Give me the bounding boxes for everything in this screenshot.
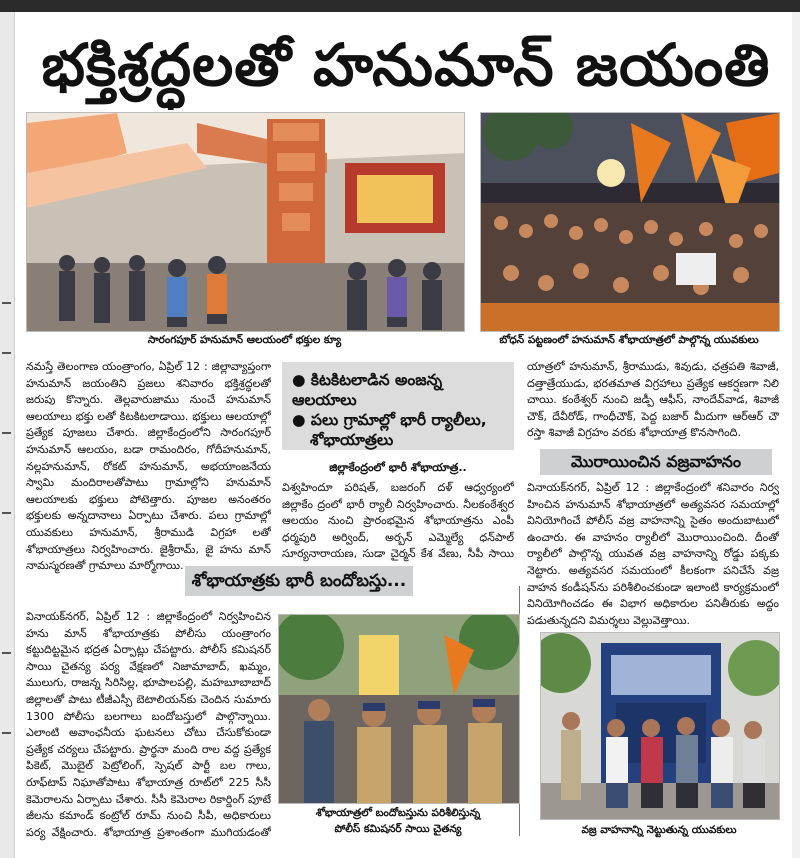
photo-temple-queue [26,112,465,332]
photo-commissioner-caption-line2: పోలీస్ కమిషనర్ సాయి చైతన్య [334,823,462,835]
section-heading-vehicle: మొరాయించిన వజ్రవాహనం [540,449,772,475]
photo-vajra-caption: వజ్ర వాహనాన్ని నెట్టుతున్న యువకులు [581,824,737,836]
procession-image [481,113,779,331]
article-column-3-vehicle: వినాయక్‌నగర్, ఏప్రిల్ 12 : జిల్లాకేంద్రంలో శనివారం నిర్వ హించిన హనుమాన్ శోభాయాత్రలో అత్యవసర సమయాల్లో వినియోగించే పోలీస్ వజ్ర వాహనాన్ని సైతం అందుబాటులో ఉంచారు. ఈ వాహనం ర్యాలీలో మొరాయించింది. దీంతో ర్యాలీలో పాల్గొన్న యువత వజ్ర వాహనాన్ని రోడ్డు పక్కకు నెట్టారు. అత్యవసర సమయంలో కీలకంగా పనిచేసే వజ్ర వాహన కండీషన్‌ను పరిశీలించకుండా ఇలాంటి కార్యక్రమంలో వినియోగించడం ఈ విభాగ అధికారుల పనితీరుకు అద్దం పడుతున్నదని విమర్శలు వెల్లువెత్తాయి. [527,481,779,627]
article-column-2: విశ్వహిందూ పరిషత్, బజరంగ్ దళ్ ఆధ్వర్యంలో జిల్లాకేం ద్రంలో భారీ ర్యాలీ నిర్వహించారు. నీలకంఠేశ్వర ఆలయం నుంచి ప్రారంభమైన శోభాయాత్రను ఎంపీ ధర్మపురి అర్వింద్, అర్బన్ ఎమ్మెల్యే ధన్‌పాల్ సూర్యనారాయణ, సుడా చైర్మన్ కేశ వేణు, సీపీ సాయి [282,481,514,561]
temple-queue-image [27,113,464,331]
article-column-1: నమస్తే తెలంగాణ యంత్రాంగం, ఏప్రిల్ 12 : జిల్లావ్యాప్తంగా హనుమాన్ జయంతిని ప్రజలు శనివారం భక్తిశ్రద్ధలతో జరుపు కొన్నారు. తెల్లవారుజాము నుంచే హనుమాన్ ఆలయాలు భక్తు లతో కిటకిటలాడాయి. భక్తులు ఆలయాల్లో ప్రత్యేక పూజలు చేశారు. జిల్లాకేంద్రంలోని సారంగపూర్ హనుమాన్ ఆలయం, బడా రామందిరం, గోదీహనుమాన్, నల్లహనుమాన్, రోకట్ హనుమాన్, అభయాంజనేయ స్వామి మందిరాలతోపాటు గ్రామాల్లోని హనుమాన్ ఆలయాలకు భక్తులు పోటెత్తారు. పూజల అనంతరం భక్తులకు అన్నదానాలు ఏర్పాటు చేశారు. పలు గ్రామాల్లో యువకులు హనుమాన్, శ్రీరాముడి విగ్రహా లతో శోభాయాత్రలు నిర్వహించారు. జైశ్రీరామ్, జై హను మాన్ నామస్మరణతో గ్రామాలు మార్మోగాయి. [26,360,271,573]
commissioner-image [279,615,519,803]
highlight-item-2-continued: శోభాయాత్రలు [310,431,394,449]
highlights-box [282,362,514,450]
section-heading-security: శోభాయాత్రకు భారీ బందోబస్తు... [185,566,413,596]
photo-commissioner-caption-line1: శోభాయాత్రలో బందోబస్తును పరిశీలిస్తున్న [315,807,481,819]
subhead-rally: జిల్లాకేంద్రంలో భారీ శోభాయాత్ర.. [329,461,467,474]
photo-temple-queue-caption: సారంగపూర్ హనుమాన్ ఆలయంలో భక్తుల క్యూ [147,334,342,346]
vajra-vehicle-image [541,633,779,819]
photo-police-commissioner [278,614,520,804]
article-column-4: వినాయక్‌నగర్, ఏప్రిల్ 12 : జిల్లాకేంద్రంలో నిర్వహించిన హను మాన్ శోభాయాత్రకు పోలీసు యంత్రాంగం కట్టుదిట్టమైన భద్రత ఏర్పాట్లు చేపట్టారు. పోలీస్ కమిషనర్ సాయి చైతన్య పర్య వేక్షణలో నిజామాబాద్, ఖమ్మం, ములుగు, రాజన్న సిరిసిల్ల, భూపాలపల్లి, మహబూబాబాద్ జిల్లాలతో పాటు టీజీఎస్పీ బెటాలియన్‌కు చెందిన సుమారు 1300 పోలీసు బలగాలు బందోబస్తులో పాల్గొన్నాయి. ఎలాంటి అవాంఛనీయ ఘటనలు చోటు చేసుకోకుండా ప్రత్యేక చర్యలు చేపట్టారు. ప్రార్థనా మంది రాల వద్ద ప్రత్యేక పికెట్, మొబైల్ పెట్రోలింగ్, స్పెషల్ పార్టీ బల గాలు, రూఫ్‌టాప్ నిఘాతోపాటు శోభాయాత్ర రూట్‌లో 225 సీసీ కెమెరాలను ఏర్పాటు చేశారు. సీసీ కెమెరాల రికార్డింగ్ పూటే జీలను కమాండ్ కంట్రోల్ రూమ్ నుంచి సీపీ, అధికారులు పర్య వేక్షించారు. శోభాయాత్ర ప్రశాంతంగా ముగియడంతో [26,610,271,839]
photo-bodhan-caption: బోధన్ పట్టణంలో హనుమాన్ శోభాయాత్రలో పాల్గొన్న యువకులు [499,334,759,346]
photo-vajra-vehicle [540,632,780,820]
right-margin-strip [792,12,800,858]
top-bar [0,0,800,12]
highlight-item-1: ● కిటకిటలాడిన అంజన్న ఆలయాలు [292,371,443,409]
article-column-3: యాత్రలో హనుమాన్, శ్రీరాముడు, శివుడు, ఛత్రపతి శివాజీ, దత్తాత్రేయుడు, భరతమాత విగ్రహాలు ప్రత్యేక ఆకర్షణగా నిలి చాయి. కంఠేశ్వర్ నుంచి జడ్పీ ఆఫీస్, నాందేవ్‌వాడ, శివాజీ చౌక్, దేవీరోడ్, గాంధీచౌక్, పెద్ద బజార్ మీదుగా ఆర్‌ఆర్ చౌ రస్తా శివాజీ విగ్రహం వరకు శోభాయాత్ర కొనసాగింది. [527,360,779,440]
photo-bodhan-procession [480,112,780,332]
headline: భక్తిశ్రద్ధలతో హనుమాన్ జయంతి [41,31,771,99]
highlight-item-2: ● పలు గ్రామాల్లో భారీ ర్యాలీలు, [292,411,487,429]
adjacent-page-strip [0,12,15,858]
